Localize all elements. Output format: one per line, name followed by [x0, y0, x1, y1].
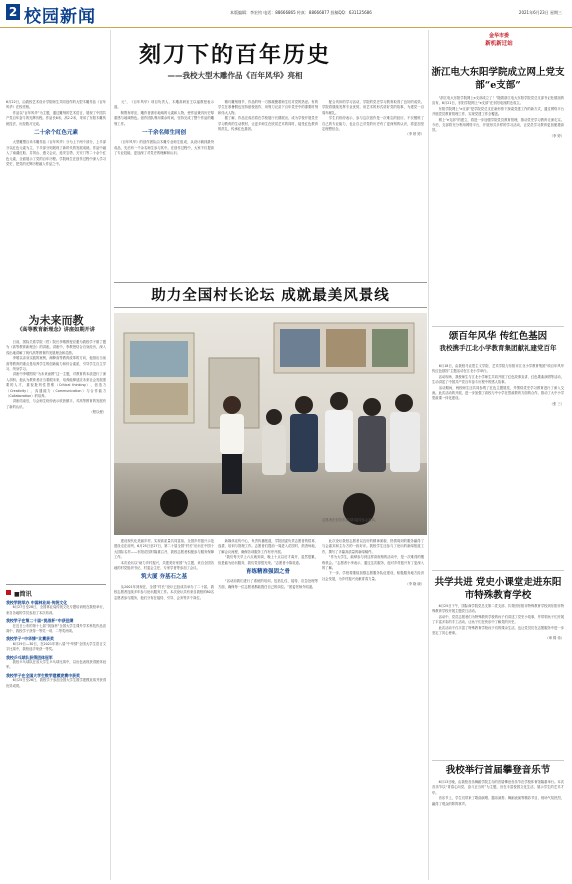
lead-intro: 6月22日，由我校艺术设计学院师生共同创作的大型木雕作品《百年风华》在校亮相。 [6, 100, 106, 110]
sidebar-headline-3: 共学共进 党史小课堂走进东阳市特殊教育学校 [434, 577, 562, 601]
forum-photo [114, 313, 427, 535]
editor-info: 本版编辑：李宏钧 电话：88666865 传真：88666877 投稿QQ：631125686 [230, 10, 372, 15]
brief-title: 我校学子在全国大学生数学建模竞赛中获奖 [6, 672, 80, 678]
forum-sub1: 筑大厦 夯基石之基 [141, 574, 187, 581]
divider [6, 584, 106, 585]
forum-body-col2: 新媒体宣传中心，负责传播报道，学院团委负责志愿者的招募、选拔、培训与管理工作。志愿者们提前一周进入花园村，熟悉场地，了解会议流程，确保各项服务工作有序开展。 “我们每天早上六点就到岗，晚上十点以后才离开，虽然很累，但是能为论坛服务，我们觉得很光荣。”志愿者小陈说道。 育练精准强固之骨 “活动前我们进行了系统的培训，包括礼仪、接待、应急处理等方面，确保每一位志愿者都能胜任自己的岗位。”团委老师介绍道。 [218, 539, 318, 589]
sidebar-headline-4: 我校举行首届攀登音乐节 [445, 765, 551, 776]
sidebar-headline-2: 颂百年风华 传红色基因 [448, 331, 548, 342]
lead-subheadline: ——我校大型木雕作品《百年风华》亮相 [167, 71, 303, 80]
badge-line2: 新机新迁站 [485, 41, 513, 47]
sidebar-body-1: “浙江电大东阳学院网上e支部成立了！”随着浙江电大东阳学院党总支部书记杜德旭的宣布，6月21日，东阳学院网上“e支部”在东阳电视附近成立。 东阳学院网上“e支部”是学院党总支在新形势下探索党建工作的新方式，通过网络平台开展党员教育管理工作，实现党建工作全覆盖。 网上“e支部”的建立，将进一步加强学院党员教育管理，推动党史学习教育走深走实。今后，支部将充分利用网络平台，开展形式多样的学习活动，让党员学习教育更加便捷高效。 （李 婷） [432, 96, 564, 138]
exhibition-hall-photo [114, 313, 427, 535]
ads-subheadline: 《高等教育新理念》讲座如期开讲 [17, 327, 95, 333]
column-divider [428, 30, 429, 880]
badge-line1: 金华市委 [488, 33, 509, 39]
lead-body-col4: 配合具体的学习活动，学院的党史学习教育取得了良好的成效。学院将继续发挥专业优势，用艺术的形式讲好党的故事，为建党一百周年献礼。 学生们纷纷表示，参与这次创作是一次难忘的经历，不仅锻炼了自己的专业能力，也让自己对党的历史有了更深刻的认识，将更加坚定理想信念。 （李 婷 婷） [322, 100, 424, 137]
lead-section1-title: 二十余个红色元素 [33, 130, 78, 137]
forum-sub2: 育练精准强固之骨 [245, 569, 290, 576]
forum-body-col1: 建设现代化美丽乡村，实现高质量共同富裕，全国乡村振兴示范建设走在前列，6月25日至27日，第二十届全国“村长”论坛在中国十大国际名村——东阳花园村隆重召开，我校志愿者积极参与服务保障工作。 本次论坛以“助力乡村振兴，共建美好家园”为主题，来自全国各地的村党组织书记、村委会主任、专家学者等参加了会议。 筑大厦 夯基石之基 从2001年到现在，全国“村长”论坛已经成功举办了二十届，我校志愿者连续多年参与论坛服务工作。本次论坛共有来自我校的80名志愿者参与服务，他们分布在接待、引导、会务等多个岗位。 [114, 539, 214, 600]
sidebar-body-4: 6月13日晚，由我校音乐舞蹈学院主办的首届攀登音乐节在学校体育馆隆重举行。本次音乐节以“青春心向党，奋斗正当时”为主题，旨在丰富校园文化生活，展示学生的艺术才华。 音乐节上，学生们带来了歌曲演唱、器乐演奏、舞蹈表演等精彩节目，现场气氛热烈，赢得了观众的阵阵掌声。 [432, 780, 564, 806]
divider [432, 570, 564, 571]
lead-headline: 刻刀下的百年历史 [138, 42, 331, 68]
lead-byline: （李 婷 婷） [405, 132, 424, 137]
sidebar-headline-1: 浙江电大东阳学院成立网上党支部“e支部” [431, 67, 565, 91]
sidebar-subheadline-2: 我校携手江北小学教育集团献礼建党百年 [439, 344, 557, 352]
column-divider [110, 30, 111, 880]
forum-photo-caption: 志愿者在东阳市花园村接待参会嘉宾。 [322, 518, 379, 522]
lead-body-col3: 精巧雕刻细节，作品的每一刀都凝聚着师生们对党的热爱。有的学生在寒暑假也坚持留校创作，用刻刀记录下百年党史中的重要时刻和伟大人物。 据了解，作品完成后将在学校展厅长期展出，成为学校开展党史学习教育的生动教材，让更多师生在欣赏艺术的同时，接受红色教育的洗礼，传承红色基因。 [218, 100, 318, 132]
lead-body-col1: 6月22日，由我校艺术设计学院师生共同创作的大型木雕作品《百年风华》在校亮相。 作品以“百年风华”为主题，通过雕刻的艺术语言，展现了中国共产党百年奋斗的光辉历程。作品长6米，高2.2米，采用了东阳木雕传统技法，历经数月完成。 二十余个红色元素 大型雕塑百米木雕作品《百年风华》分为上下两个部分，上半部分以红色元素为主，下半部分则展现了新时代的发展成就。作品中融入了南湖红船、井冈山、遵义会议、延安宝塔、天安门等二十余个红色元素，全面展示了党的百年历程。学院师生在创作过程中深入学习党史，把党的光辉历程融入作品之中。 [6, 100, 106, 167]
sidebar-signature-2: （张 三） [549, 401, 564, 406]
ads-headline: 为未来而教 [28, 314, 84, 327]
masthead [0, 0, 572, 28]
page-number: 2 [6, 4, 20, 20]
issue-date: 2021年6月23日 星期三 [518, 10, 562, 15]
section-title: 校园新闻 [24, 7, 96, 27]
briefs-tag: ■简讯 [6, 589, 32, 598]
sidebar-signature-1: （李 婷） [549, 133, 564, 138]
sidebar-body-2: 6月18日，由我校马克思主义学院、艺术学院与东阳市江北小学教育集团“颂百年风华 传红色基因”主题活动在江北小学举行。 活动现场，我校师生与江北小学师生共同开展了红色故事宣讲、红色歌曲演唱等活动，生动讲述了中国共产党百年奋斗历程中的感人故事。 活动期间，两校师生还共同参观了红色主题展览，并围绕党史学习教育进行了深入交流。此次活动的开展，进一步加强了高校与中小学在思政教育方面的合作，推动了大中小学思政课一体化建设。 （张 三） [432, 364, 564, 406]
sidebar-body-3: 6月25日下午，国际商学院党总支第二党支部、共青团东阳市特殊教育学校到东阳市特殊教育学校开展主题党日活动。 活动中，党员志愿者们为特殊教育学校的孩子们讲述了党史小故事，并带领孩子们开展了丰富多彩的手工活动，让孩子们在快乐中了解党的历史。 此次活动不仅丰富了特殊教育学校孩子们的课余生活，也让党员们在志愿服务中进一步坚定了初心使命。 （章 锦 伟） [432, 604, 564, 641]
brief-title: 我校学院举办 中国林业局·传统文化 [6, 600, 68, 605]
lead-body-col2: 元”，《百年风华》项目负责人、木雕高研室王以福教授表示道。 制既有呼应，雕作者浙东地域的元素和人物，使作品兼具历史厚重感与地域特色。创作团队利用课余时间，坚持完成了整个作品的雕刻工作。 一千余名师生同创 《百年风华》的创作团队由木雕专业师生组成，从设计稿到最终成品，先后有一千余名师生参与其中。在创作过程中，大家不仅提高了专业技能，更加深了对党史的理解和认识。 [114, 100, 214, 156]
ads-body: 日前，国际关系学院（哲）院长李敬教授应邀为我校学子做了题为《高等教育新理念》的讲座。讲座中，李教授结合自身经历，深入浅出地讲解了现代高等教育的发展理念和趋势。 李敬以亲身实践的案例，阐释高等教育改革的方向，他指出当前高等教育的重点是培养学生的创新能力和综合素质，引导学生自主学习、终身学习。 讲座中李敬围绕“为未来而教”这一主题，对教育的本质进行了深入剖析。他认为教育者应当着眼未来，培养能够适应未来社会发展需要的人才，重视批判性思维（Critical thinking）、创造力（Creativity）、沟通能力（Communication）与合作能力（Collaboration）的培养。 讲座结束后，与会师生纷纷表示收获颇丰，对高等教育的发展有了新的认识。 （程以俊） [6, 340, 106, 415]
divider [432, 760, 564, 761]
forum-headline: 助力全国村长论坛 成就最美风景线 [151, 287, 390, 304]
lead-section2-title: 一千余名师生同创 [141, 130, 186, 137]
brief-title: 我校学子在第二十届“挑战杯”中获佳绩 [6, 618, 74, 624]
party-badge [474, 32, 524, 50]
brief-title: 我校乒乓球队获得团体冠军 [6, 654, 53, 660]
forum-body-col3: 此次论坛我校志愿者以良好的精神面貌、热情周到的服务赢得了与会嘉宾和主办方的一致好评。我校学生还参与了论坛的新闻报道工作，撰写了多篇高质量的新闻稿件。 “作为大学生，能够参与到这样高规格的活动中，是一次难得的锻炼机会。”志愿者小李表示，通过这次服务，他对乡村振兴有了更深入的了解。 下一步，学校将继续加强志愿服务队伍建设，积极服务地方经济社会发展，为乡村振兴贡献青春力量。 （李 晓 晓） [322, 539, 424, 587]
divider [432, 326, 564, 327]
briefs-list: 我校学院举办 中国林业局·传统文化 6月27日至28日，全国林业局传统文化专题培训班在我校举行，来自各地的学员参加了本次培训。 我校学子在第二十届“挑战杯”中获佳绩 在近日公布的第十七届“挑战杯”全国大学生课外学术科技作品竞赛中，我校学子获得一等奖一项、二等奖两项。 我校学子“中华情”比赛获奖 6月29日—30日，在2021年第八届“中华情”全国大学生语言文字比赛中，我校选手荣获一等奖。 我校乒乓球队获得团体冠军 我校乒乓球队在省大学生乒乓球比赛中，以出色表现获得团体冠军。 我校学子在全国大学生数学建模竞赛中获奖 6月25日至26日，我校学子参加全国大学生数学建模竞赛并获得优异成绩。 [6, 600, 106, 688]
brief-title: 我校学子“中华情”比赛获奖 [6, 636, 54, 642]
